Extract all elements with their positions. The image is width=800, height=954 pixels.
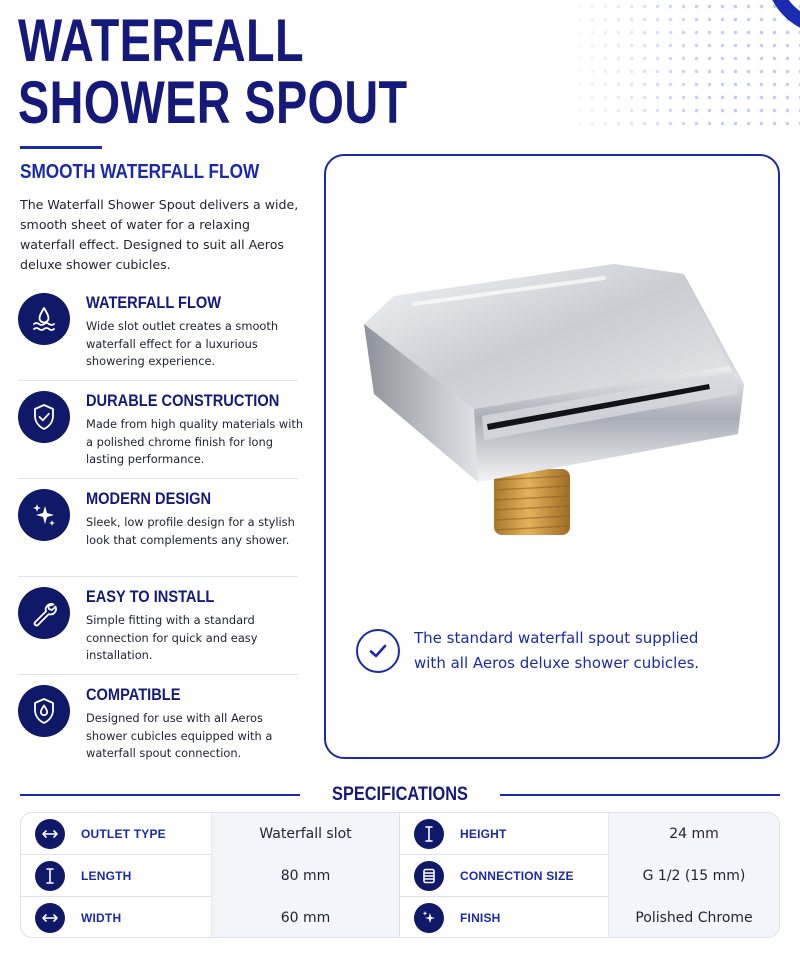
wrench-icon [18, 587, 70, 639]
spec-label: OUTLET TYPE [81, 826, 166, 841]
spec-column-right [400, 813, 779, 938]
feature-modern-design [18, 479, 298, 577]
spec-row-finish [400, 897, 779, 938]
spec-value: 24 mm [608, 813, 779, 855]
feature-description: Simple fitting with a standard connection for quick and easy installation. [86, 613, 258, 662]
product-image-spout [354, 244, 754, 544]
feature-title: MODERN DESIGN [86, 489, 212, 508]
spec-row-outlet-type [21, 813, 399, 855]
page-title [18, 7, 408, 136]
feature-title: DURABLE CONSTRUCTION [86, 391, 280, 410]
feature-title: WATERFALL FLOW [86, 293, 222, 312]
spec-label: LENGTH [81, 868, 132, 883]
thread-icon [414, 861, 444, 891]
title-line-2: SHOWER SPOUT [18, 69, 408, 136]
feature-easy-to-install [18, 577, 298, 675]
feature-description: Wide slot outlet creates a smooth waterfall effect for a luxurious showering experience. [86, 319, 279, 368]
spec-value: Waterfall slot [211, 813, 399, 855]
feature-title: EASY TO INSTALL [86, 587, 215, 606]
feature-waterfall-flow [18, 283, 298, 381]
sparkle-icon [18, 489, 70, 541]
feature-durable-construction [18, 381, 304, 479]
title-underline [20, 146, 102, 149]
check-circle-icon [356, 629, 400, 673]
spec-value: 60 mm [211, 897, 399, 938]
panel-caption: The standard waterfall spout supplied with all Aeros deluxe shower cubicles. [414, 629, 700, 672]
feature-description: Designed for use with all Aeros shower cubicles equipped with a waterfall spout connection. [86, 711, 273, 760]
spec-row-connection-size [400, 855, 779, 897]
waterfall-icon [18, 293, 70, 345]
specifications-heading-row [20, 782, 780, 806]
spec-label: CONNECTION SIZE [460, 868, 574, 883]
spec-label: HEIGHT [460, 826, 507, 841]
vertical-arrow-icon [414, 819, 444, 849]
spec-value: G 1/2 (15 mm) [608, 855, 779, 897]
panel-caption-row [356, 626, 724, 676]
intro-paragraph: The Waterfall Shower Spout delivers a wide, smooth sheet of water for a relaxing waterfall effect. Designed to suit all Aeros deluxe shower cubicles. [20, 197, 299, 272]
spec-value: Polished Chrome [608, 897, 779, 938]
specifications-title: SPECIFICATIONS [332, 784, 468, 805]
sparkle-icon [414, 903, 444, 933]
spec-column-left [21, 813, 400, 938]
decorative-dots [560, 0, 800, 130]
spec-row-width [21, 897, 399, 938]
title-line-1: WATERFALL [18, 7, 305, 74]
spec-row-height [400, 813, 779, 855]
spec-label: WIDTH [81, 911, 122, 925]
section-subtitle: SMOOTH WATERFALL FLOW [20, 161, 260, 183]
spec-value: 80 mm [211, 855, 399, 897]
shield-check-icon [18, 391, 70, 443]
product-panel [324, 154, 780, 759]
feature-compatible [18, 675, 298, 773]
horizontal-arrow-icon [35, 903, 65, 933]
spec-label: FINISH [460, 911, 501, 925]
feature-description: Made from high quality materials with a polished chrome finish for long lasting performance. [86, 417, 304, 466]
feature-description: Sleek, low profile design for a stylish look that complements any shower. [86, 515, 295, 547]
spec-row-length [21, 855, 399, 897]
shield-drop-icon [18, 685, 70, 737]
feature-title: COMPATIBLE [86, 685, 181, 704]
feature-list [18, 283, 304, 773]
specifications-table [20, 812, 780, 938]
vertical-arrow-icon [35, 861, 65, 891]
horizontal-arrow-icon [35, 819, 65, 849]
